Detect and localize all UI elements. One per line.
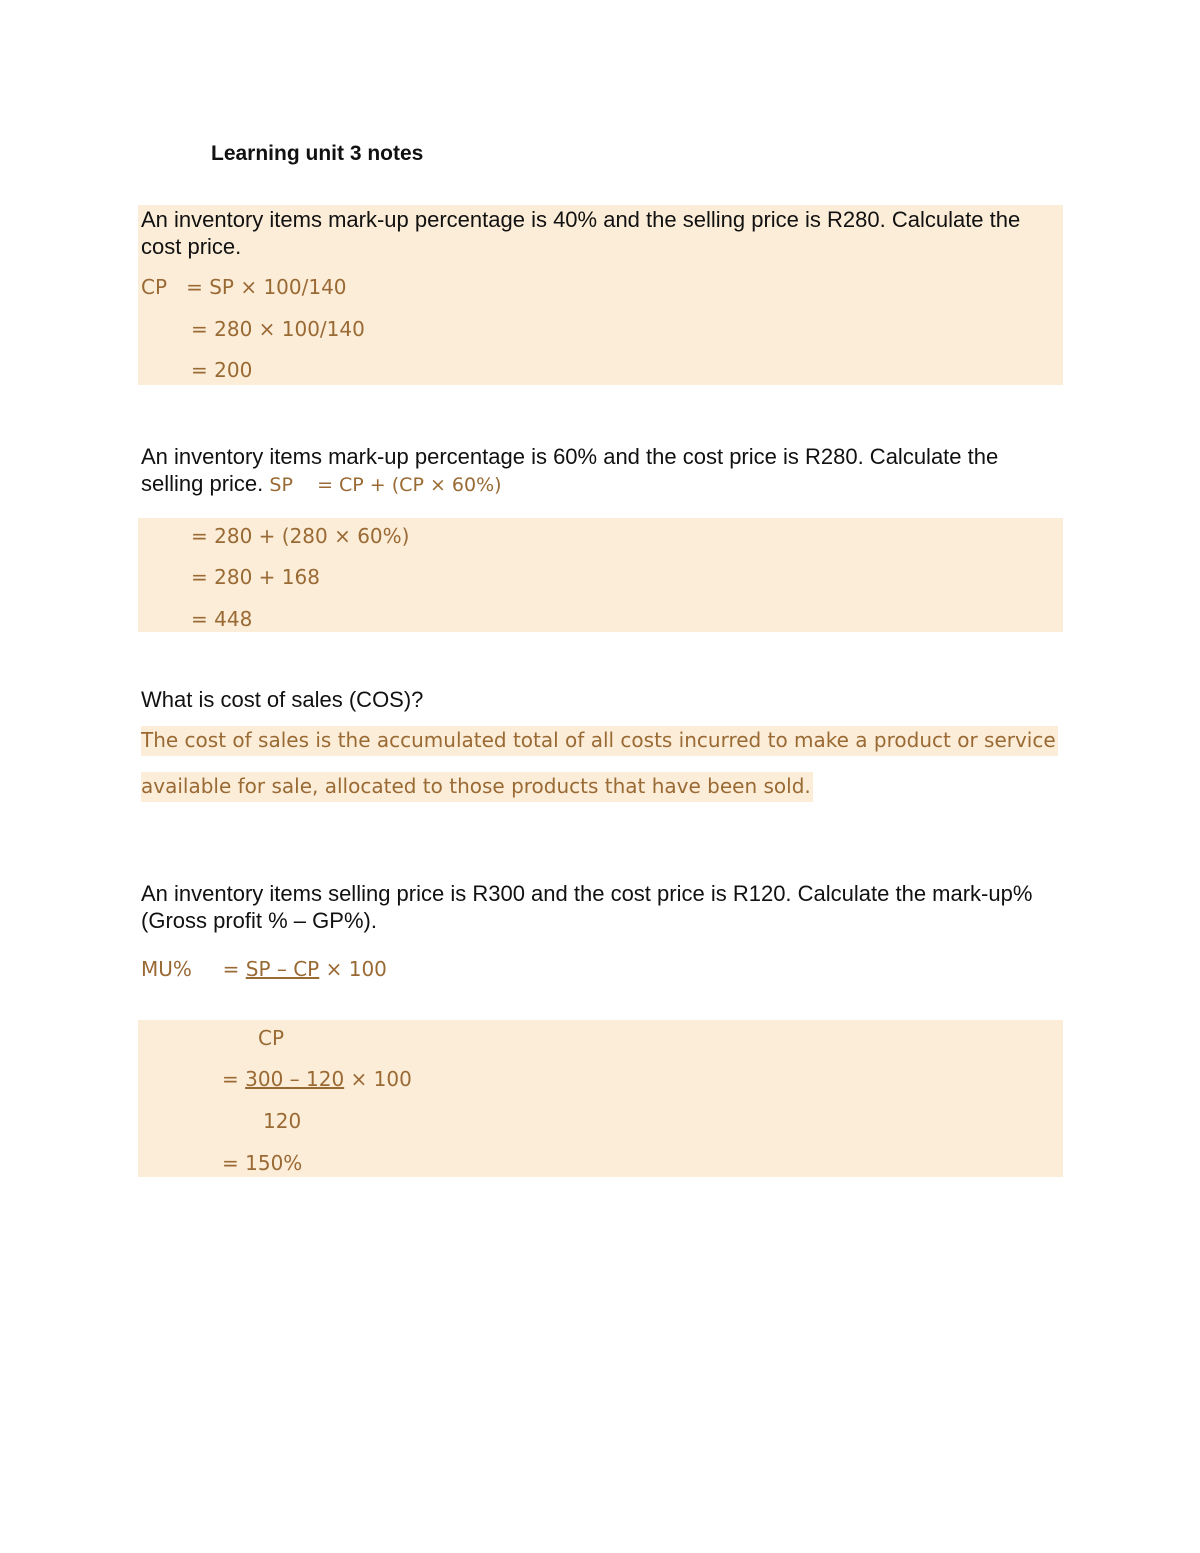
example2-step: = 280 + (280 × 60%) xyxy=(191,524,410,548)
calc-times: × 100 xyxy=(350,1067,412,1091)
example1-question: An inventory items mark-up percentage is 40% and the selling price is R280. Calculate the cost price. xyxy=(141,207,1021,259)
formula-numerator: SP – CP xyxy=(245,957,320,981)
formula-label: MU% xyxy=(141,957,192,981)
cos-answer-line xyxy=(141,774,1066,798)
formula-denominator: CP xyxy=(258,1026,285,1050)
example2-question-text: An inventory items mark-up percentage is 60% and the cost price is R280. Calculate the selling price. xyxy=(141,444,999,496)
example2-formula: SP = CP + (CP × 60%) xyxy=(269,474,502,496)
example1-result: = 200 xyxy=(191,358,253,382)
example3-formula xyxy=(141,957,387,981)
example2-question xyxy=(141,443,1066,499)
example1-formula: CP = SP × 100/140 xyxy=(141,275,347,299)
example3-question: An inventory items selling price is R300 and the cost price is R120. Calculate the mark-up% (Gross profit % – GP%). xyxy=(141,881,1033,933)
page-title: Learning unit 3 notes xyxy=(211,142,424,165)
calc-numerator: 300 – 120 xyxy=(245,1067,345,1091)
formula-equals: = xyxy=(222,957,240,981)
cos-question: What is cost of sales (COS)? xyxy=(141,687,424,712)
formula-times: × 100 xyxy=(325,957,387,981)
calc-denominator: 120 xyxy=(263,1109,302,1133)
example1-step: = 280 × 100/140 xyxy=(191,317,365,341)
cos-answer-line xyxy=(141,728,1066,752)
example3-step xyxy=(222,1067,412,1091)
example3-result: = 150% xyxy=(222,1151,303,1175)
example2-step: = 280 + 168 xyxy=(191,565,320,589)
cos-answer-text: available for sale, allocated to those products that have been sold. xyxy=(141,772,813,802)
cos-answer-text: The cost of sales is the accumulated total of all costs incurred to make a product or service xyxy=(141,726,1058,756)
calc-equals: = xyxy=(222,1067,239,1091)
example2-result: = 448 xyxy=(191,607,253,631)
